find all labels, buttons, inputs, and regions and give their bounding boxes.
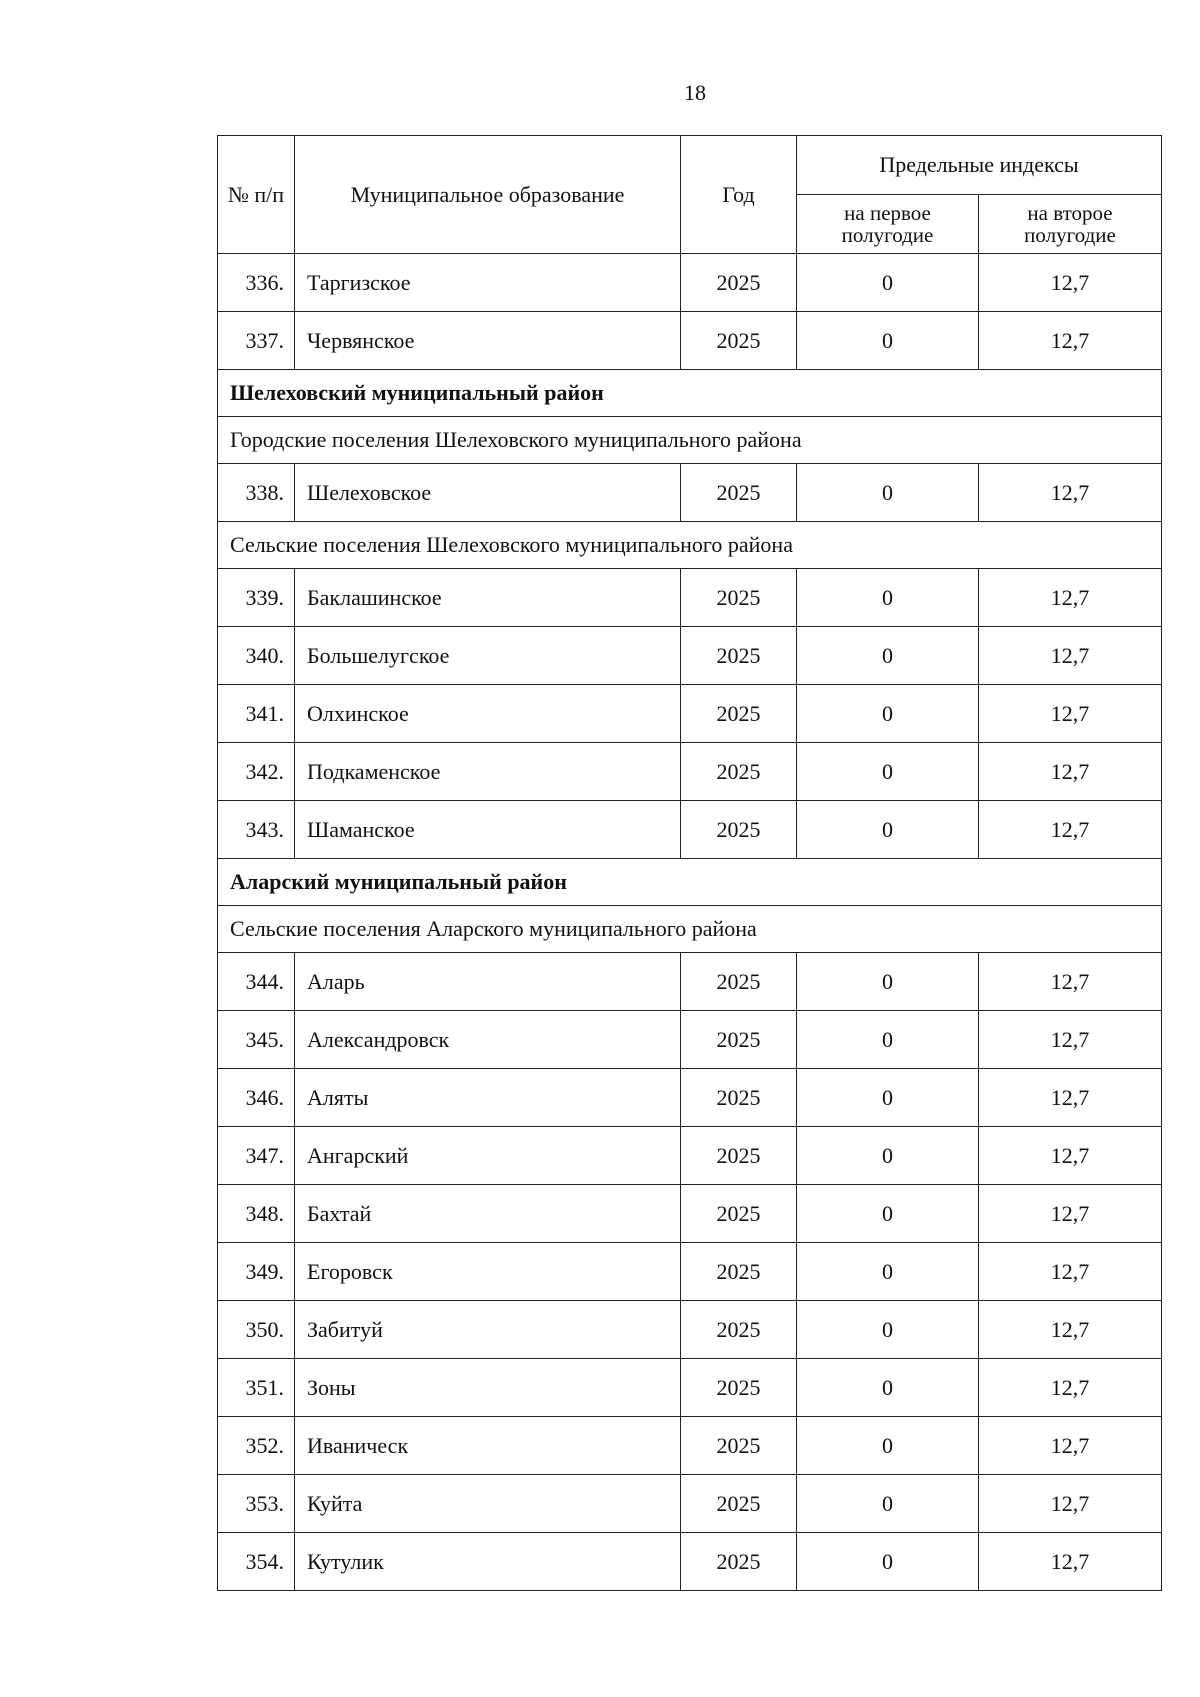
row-second-half-index: 12,7 bbox=[979, 1533, 1162, 1591]
row-year: 2025 bbox=[681, 254, 797, 312]
row-municipality: Подкаменское bbox=[295, 743, 681, 801]
row-first-half-index: 0 bbox=[797, 1301, 979, 1359]
table-row bbox=[218, 1359, 1162, 1417]
row-number: 345. bbox=[218, 1011, 295, 1069]
row-year: 2025 bbox=[681, 627, 797, 685]
row-first-half-index: 0 bbox=[797, 685, 979, 743]
table-row bbox=[218, 1475, 1162, 1533]
row-second-half-index: 12,7 bbox=[979, 685, 1162, 743]
row-first-half-index: 0 bbox=[797, 801, 979, 859]
table-row bbox=[218, 1301, 1162, 1359]
row-second-half-index: 12,7 bbox=[979, 1359, 1162, 1417]
row-municipality: Аларь bbox=[295, 953, 681, 1011]
row-year: 2025 bbox=[681, 1417, 797, 1475]
table-row bbox=[218, 953, 1162, 1011]
settlement-group-row bbox=[218, 522, 1162, 569]
row-number: 342. bbox=[218, 743, 295, 801]
row-first-half-index: 0 bbox=[797, 1127, 979, 1185]
table-row bbox=[218, 1011, 1162, 1069]
row-second-half-index: 12,7 bbox=[979, 1185, 1162, 1243]
row-municipality: Таргизское bbox=[295, 254, 681, 312]
settlement-group-heading: Городские поселения Шелеховского муниципального района bbox=[218, 417, 1162, 464]
row-municipality: Шаманское bbox=[295, 801, 681, 859]
row-first-half-index: 0 bbox=[797, 1185, 979, 1243]
table-row bbox=[218, 1417, 1162, 1475]
settlement-group-row bbox=[218, 906, 1162, 953]
row-second-half-index: 12,7 bbox=[979, 1475, 1162, 1533]
table-body bbox=[218, 254, 1162, 1591]
row-second-half-index: 12,7 bbox=[979, 953, 1162, 1011]
row-second-half-index: 12,7 bbox=[979, 1011, 1162, 1069]
row-number: 338. bbox=[218, 464, 295, 522]
row-municipality: Ангарский bbox=[295, 1127, 681, 1185]
row-number: 353. bbox=[218, 1475, 295, 1533]
row-year: 2025 bbox=[681, 1011, 797, 1069]
table-row bbox=[218, 1185, 1162, 1243]
row-first-half-index: 0 bbox=[797, 464, 979, 522]
row-municipality: Зоны bbox=[295, 1359, 681, 1417]
row-first-half-index: 0 bbox=[797, 1533, 979, 1591]
row-year: 2025 bbox=[681, 1185, 797, 1243]
row-municipality: Кутулик bbox=[295, 1533, 681, 1591]
row-year: 2025 bbox=[681, 464, 797, 522]
row-first-half-index: 0 bbox=[797, 743, 979, 801]
row-municipality: Баклашинское bbox=[295, 569, 681, 627]
row-municipality: Червянское bbox=[295, 312, 681, 370]
row-year: 2025 bbox=[681, 1533, 797, 1591]
row-second-half-index: 12,7 bbox=[979, 1127, 1162, 1185]
table-row bbox=[218, 254, 1162, 312]
row-municipality: Олхинское bbox=[295, 685, 681, 743]
district-heading-row bbox=[218, 370, 1162, 417]
row-second-half-index: 12,7 bbox=[979, 254, 1162, 312]
header-second-half: на второе полугодие bbox=[979, 195, 1162, 254]
header-first-half: на первое полугодие bbox=[797, 195, 979, 254]
table-row bbox=[218, 464, 1162, 522]
row-number: 337. bbox=[218, 312, 295, 370]
row-year: 2025 bbox=[681, 1475, 797, 1533]
row-municipality: Бахтай bbox=[295, 1185, 681, 1243]
row-second-half-index: 12,7 bbox=[979, 464, 1162, 522]
row-year: 2025 bbox=[681, 743, 797, 801]
row-municipality: Егоровск bbox=[295, 1243, 681, 1301]
limit-indices-table bbox=[217, 135, 1162, 1591]
row-second-half-index: 12,7 bbox=[979, 627, 1162, 685]
row-year: 2025 bbox=[681, 685, 797, 743]
row-first-half-index: 0 bbox=[797, 569, 979, 627]
row-first-half-index: 0 bbox=[797, 1243, 979, 1301]
table-row bbox=[218, 801, 1162, 859]
row-number: 352. bbox=[218, 1417, 295, 1475]
district-heading-row bbox=[218, 859, 1162, 906]
row-second-half-index: 12,7 bbox=[979, 1417, 1162, 1475]
row-year: 2025 bbox=[681, 1359, 797, 1417]
table-row bbox=[218, 1533, 1162, 1591]
table-row bbox=[218, 569, 1162, 627]
row-municipality: Большелугское bbox=[295, 627, 681, 685]
table-row bbox=[218, 1127, 1162, 1185]
row-number: 349. bbox=[218, 1243, 295, 1301]
table-row bbox=[218, 1243, 1162, 1301]
row-number: 348. bbox=[218, 1185, 295, 1243]
row-first-half-index: 0 bbox=[797, 953, 979, 1011]
district-heading: Шелеховский муниципальный район bbox=[218, 370, 1162, 417]
header-limit-indices: Предельные индексы bbox=[797, 136, 1162, 195]
settlement-group-row bbox=[218, 417, 1162, 464]
row-number: 339. bbox=[218, 569, 295, 627]
page-number: 18 bbox=[684, 80, 706, 105]
row-number: 344. bbox=[218, 953, 295, 1011]
row-year: 2025 bbox=[681, 569, 797, 627]
table-row bbox=[218, 1069, 1162, 1127]
row-year: 2025 bbox=[681, 1301, 797, 1359]
row-municipality: Аляты bbox=[295, 1069, 681, 1127]
settlement-group-heading: Сельские поселения Шелеховского муниципального района bbox=[218, 522, 1162, 569]
row-municipality: Иваническ bbox=[295, 1417, 681, 1475]
header-year: Год bbox=[681, 136, 797, 254]
row-number: 347. bbox=[218, 1127, 295, 1185]
row-municipality: Александровск bbox=[295, 1011, 681, 1069]
row-number: 350. bbox=[218, 1301, 295, 1359]
header-municipality: Муниципальное образование bbox=[295, 136, 681, 254]
row-year: 2025 bbox=[681, 953, 797, 1011]
row-second-half-index: 12,7 bbox=[979, 743, 1162, 801]
row-second-half-index: 12,7 bbox=[979, 1069, 1162, 1127]
table-row bbox=[218, 312, 1162, 370]
row-second-half-index: 12,7 bbox=[979, 569, 1162, 627]
row-number: 354. bbox=[218, 1533, 295, 1591]
row-number: 351. bbox=[218, 1359, 295, 1417]
settlement-group-heading: Сельские поселения Аларского муниципального района bbox=[218, 906, 1162, 953]
row-first-half-index: 0 bbox=[797, 1475, 979, 1533]
table-row bbox=[218, 627, 1162, 685]
row-year: 2025 bbox=[681, 801, 797, 859]
district-heading: Аларский муниципальный район bbox=[218, 859, 1162, 906]
row-year: 2025 bbox=[681, 1127, 797, 1185]
row-number: 340. bbox=[218, 627, 295, 685]
row-first-half-index: 0 bbox=[797, 1069, 979, 1127]
row-first-half-index: 0 bbox=[797, 1359, 979, 1417]
row-municipality: Шелеховское bbox=[295, 464, 681, 522]
row-second-half-index: 12,7 bbox=[979, 801, 1162, 859]
row-number: 346. bbox=[218, 1069, 295, 1127]
table-row bbox=[218, 743, 1162, 801]
table-header bbox=[218, 136, 1162, 254]
row-number: 336. bbox=[218, 254, 295, 312]
row-first-half-index: 0 bbox=[797, 1417, 979, 1475]
row-municipality: Куйта bbox=[295, 1475, 681, 1533]
row-second-half-index: 12,7 bbox=[979, 1301, 1162, 1359]
table-row bbox=[218, 685, 1162, 743]
row-second-half-index: 12,7 bbox=[979, 312, 1162, 370]
row-first-half-index: 0 bbox=[797, 627, 979, 685]
row-year: 2025 bbox=[681, 1069, 797, 1127]
header-number: № п/п bbox=[218, 136, 295, 254]
row-year: 2025 bbox=[681, 312, 797, 370]
row-first-half-index: 0 bbox=[797, 312, 979, 370]
row-municipality: Забитуй bbox=[295, 1301, 681, 1359]
row-year: 2025 bbox=[681, 1243, 797, 1301]
row-number: 343. bbox=[218, 801, 295, 859]
row-second-half-index: 12,7 bbox=[979, 1243, 1162, 1301]
row-number: 341. bbox=[218, 685, 295, 743]
row-first-half-index: 0 bbox=[797, 1011, 979, 1069]
row-first-half-index: 0 bbox=[797, 254, 979, 312]
